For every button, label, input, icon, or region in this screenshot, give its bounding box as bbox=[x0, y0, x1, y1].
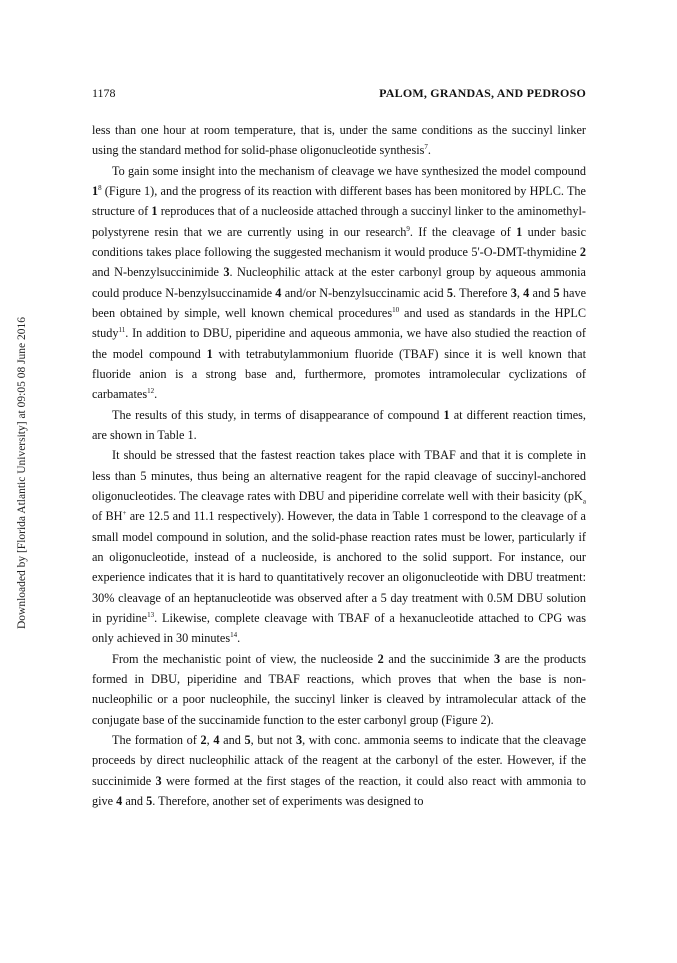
paragraph bbox=[92, 120, 586, 161]
compound-number: 2 bbox=[377, 651, 384, 666]
paragraph bbox=[92, 405, 586, 446]
compound-number: 5 bbox=[446, 285, 454, 300]
text-run: (Figure 1), and the progress of its reaction with different bases has been monitored by HPLC. The structure of bbox=[92, 183, 586, 219]
text-run: less than one hour at room temperature, that is, under the same conditions as the succinyl linker using the standard method for solid-phase oligonucleotide synthesis bbox=[92, 123, 586, 158]
text-run: and bbox=[122, 793, 147, 808]
text-run: . Therefore bbox=[453, 285, 511, 300]
superscript: 7 bbox=[424, 143, 428, 152]
compound-number: 5 bbox=[146, 793, 153, 808]
text-run: , bbox=[206, 732, 214, 747]
compound-number: 1 bbox=[206, 346, 213, 361]
text-run: It should be stressed that the fastest reaction takes place with TBAF and that it is complete in less than 5 minutes, thus being an alternative reagent for the rapid cleavage of succinyl-anchored oligonucleotides. The cleavage rates with DBU and piperidine correlate well with their basicity (pK bbox=[92, 448, 586, 503]
superscript: 14 bbox=[230, 631, 238, 640]
download-watermark bbox=[14, 300, 30, 645]
text-run: . In addition to DBU, piperidine and aqueous ammonia, we have also studied the reaction of the model compound bbox=[92, 326, 586, 361]
compound-number: 1 bbox=[516, 224, 523, 239]
compound-number: 3 bbox=[155, 773, 162, 788]
text-run: . bbox=[237, 631, 241, 646]
text-run: . Therefore, another set of experiments was designed to bbox=[152, 793, 424, 808]
text-run: To gain some insight into the mechanism of cleavage we have synthesized the model compound bbox=[112, 163, 586, 178]
text-run: were formed at the first stages of the reaction, it could also react with ammonia to give bbox=[92, 773, 586, 808]
superscript: 8 bbox=[98, 183, 102, 192]
text-run: . Likewise, complete cleavage with TBAF of a hexanucleotide attached to CPG was only achieved in 30 minutes bbox=[92, 610, 586, 646]
compound-number: 3 bbox=[510, 285, 517, 300]
superscript: 9 bbox=[406, 224, 410, 233]
text-run: and used as standards in the HPLC study bbox=[92, 305, 586, 341]
subscript: a bbox=[582, 497, 586, 506]
text-run: and bbox=[219, 732, 245, 747]
compound-number: 2 bbox=[200, 732, 207, 747]
compound-number: 3 bbox=[295, 732, 303, 747]
superscript: 10 bbox=[392, 305, 400, 314]
text-run: The formation of bbox=[112, 732, 201, 747]
paragraph bbox=[92, 730, 586, 811]
text-run: of BH bbox=[92, 509, 123, 524]
superscript: + bbox=[122, 509, 127, 518]
compound-number: 5 bbox=[244, 732, 251, 747]
text-run: reproduces that of a nucleoside attached through a succinyl linker to the aminomethyl-polystyrene resin that we are currently using in our research bbox=[92, 204, 586, 239]
compound-number: 5 bbox=[553, 285, 560, 300]
text-run: . Nucleophilic attack at the ester carbonyl group by aqueous ammonia could produce N-benzylsuccinamide bbox=[92, 265, 586, 300]
text-run: . bbox=[427, 143, 431, 158]
paragraph bbox=[92, 445, 586, 648]
compound-number: 4 bbox=[213, 732, 220, 747]
compound-number: 2 bbox=[579, 244, 586, 259]
compound-number: 3 bbox=[493, 651, 501, 666]
text-run: and N-benzylsuccinimide bbox=[92, 265, 224, 280]
text-run: . If the cleavage of bbox=[409, 224, 517, 239]
text-run: and bbox=[529, 285, 554, 300]
page-number: 1178 bbox=[92, 86, 116, 100]
compound-number: 4 bbox=[275, 285, 282, 300]
compound-number: 4 bbox=[116, 793, 123, 808]
superscript: 12 bbox=[147, 387, 155, 396]
text-run: and the succinimide bbox=[383, 651, 494, 666]
download-watermark-text: Downloaded by [Florida Atlantic University] at 09:05 08 June 2016 bbox=[16, 316, 28, 629]
compound-number: 4 bbox=[523, 285, 530, 300]
paragraph bbox=[92, 649, 586, 730]
compound-number: 3 bbox=[223, 265, 230, 280]
text-run: , bbox=[516, 285, 524, 300]
text-run: at different reaction times, are shown in Table 1. bbox=[92, 407, 586, 442]
compound-number: 1 bbox=[443, 407, 450, 422]
text-run: From the mechanistic point of view, the nucleoside bbox=[112, 651, 378, 666]
text-run: and/or N-benzylsuccinamic acid bbox=[281, 285, 447, 300]
text-run: . bbox=[154, 387, 158, 402]
text-run: , with conc. ammonia seems to indicate that the cleavage proceeds by direct nucleophilic attack of the reagent at the carbonyl of the ester. However, if the succinimide bbox=[92, 732, 587, 788]
compound-number: 1 bbox=[151, 204, 158, 219]
running-head: PALOM, GRANDAS, AND PEDROSO bbox=[379, 86, 586, 100]
superscript: 13 bbox=[147, 610, 155, 619]
compound-number: 1 bbox=[92, 183, 99, 198]
text-run: , but not bbox=[250, 732, 296, 747]
text-run: The results of this study, in terms of disappearance of compound bbox=[112, 407, 444, 422]
text-run: are the products formed in DBU, piperidine and TBAF reactions, which proves that when the base is non-nucleophilic or a poor nucleophile, the succinyl linker is cleaved by intramolecular attack of the conjugate base of the succinamide function to the ester carbonyl group (Figure 2). bbox=[92, 651, 586, 727]
text-run: under basic conditions takes place following the suggested mechanism it would produce 5'-O-DMT-thymidine bbox=[92, 224, 587, 259]
text-run: with tetrabutylammonium fluoride (TBAF) since it is well known that fluoride anion is a strong base and, furthermore, promotes intramolecular cyclizations of carbamates bbox=[92, 346, 586, 402]
body-text bbox=[92, 120, 586, 811]
text-run: are 12.5 and 11.1 respectively). However, the data in Table 1 correspond to the cleavage of a small model compound in solution, and the solid-phase reaction rates must be lower, particularly if an oligonucleotide, instead of a nucleoside, is anchored to the solid support. For instance, our experience indicates that it is hard to quantitatively recover an oligonucleotide with DBU treatment: 30% cleavage of an heptanucleotide was observed after a 5 day treatment with 0.5M DBU solution in pyridine bbox=[92, 509, 586, 625]
superscript: 11 bbox=[118, 326, 126, 335]
text-run: have been obtained by simple, well known chemical procedures bbox=[92, 285, 587, 320]
page-header bbox=[92, 86, 586, 102]
paragraph bbox=[92, 161, 586, 405]
